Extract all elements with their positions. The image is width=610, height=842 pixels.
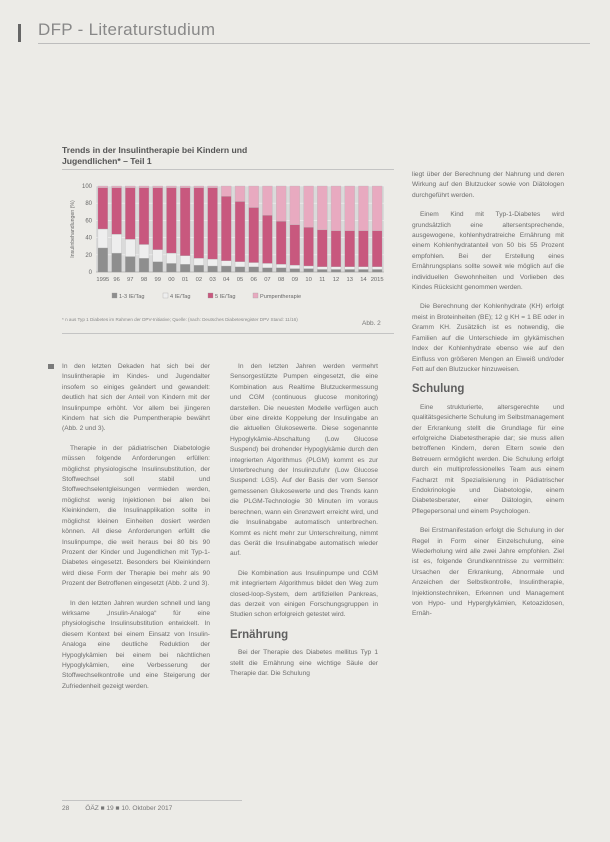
bar-segment [153,262,163,272]
legend-swatch [253,293,258,298]
bar-segment [194,186,204,188]
x-tick-label: 04 [223,277,230,283]
bar-segment [166,263,176,272]
legend-swatch [112,293,117,298]
y-tick-label: 100 [81,184,92,190]
y-tick-label: 80 [85,201,92,208]
bar-segment [112,234,122,253]
text-column-1 [62,362,210,701]
header-accent-bar [18,24,21,42]
section-heading-schulung: Schulung [412,383,465,396]
x-tick-label: 02 [195,277,203,283]
bar-segment [153,186,163,188]
paragraph: Die Kombination aus Insulinpumpe und CGM mit integriertem Algorithmus bildet den Weg zum closed-loop-System, dem artifiziellen Pankreas, das derzeit von einigen Forschungsgruppen in Studien schon erfolgreich getestet wird. [230,569,378,619]
bar-segment [153,250,163,262]
bar-segment [331,267,341,270]
x-tick-label: 98 [140,277,148,283]
bar-segment [180,256,190,265]
bar-segment [221,266,231,272]
bar-segment [249,263,259,267]
x-tick-label: 14 [360,277,367,283]
bar-segment [125,186,135,188]
bar-segment [276,186,286,221]
bar-segment [139,258,149,272]
x-tick-label: 10 [305,277,312,283]
bar-segment [139,244,149,258]
paragraph: In den letzten Jahren werden vermehrt Sensorgestützte Pumpen eingesetzt, die eine Kombination aus Realtime Blutzuckermessung und CGM (continuous glucose monitoring) darstellen. Die neuesten Modelle verfügen auch über eine direkte Koppelung der Insulingabe an die aktuellen Glukosewerte. Diese sogenannte Hypoglykämie-Abschaltung (Low Glucose Suspend) bei drohender Hypoglykämie durch den integrierten Algorithmus (PLGM) kommt es zur Unterbrechung der Insulinzufuhr (Low Glucose Suspend: LGS). Auf der Basis der vom Sensor gemessenen Glukosewerte und des Trends kann die PLGM-Technologie 30 Minuten im voraus berechnen, wann ein Grenzwert erreicht wird, und die Insulinabgabe automatisch unterbrechen. Kommt es nicht mehr zur Unterschreitung, nimmt das Gerät die Insulinabgabe automatisch wieder auf. [230,363,378,558]
x-tick-label: 2015 [370,277,384,283]
x-tick-label: 03 [209,277,216,283]
x-tick-label: 12 [332,277,340,283]
y-axis-label: Insulinbehandlungen (%) [70,200,76,258]
bar-segment [153,188,163,250]
bar-segment [290,269,300,272]
legend-swatch [163,293,168,298]
legend-label: 4 IE/Tag [170,294,191,300]
bar-segment [125,239,135,256]
bar-segment [235,267,245,272]
page-footer [62,805,186,812]
article-start-marker [48,364,54,369]
legend-label: 1-3 IE/Tag [119,294,145,300]
y-tick-label: 60 [85,218,92,225]
bar-segment [276,268,286,272]
bar-segment [180,264,190,272]
paragraph: Bei der Therapie des Diabetes mellitus Typ 1 stellt die Ernährung eine wichtige Säule der Therapie dar. Die Schulung [230,649,378,677]
bar-segment [166,188,176,253]
bar-segment [304,227,314,266]
bar-segment [208,186,218,188]
figure-footnote: * n aus Typ 1 Diabetes im Rahmen der DPV-Initiative; Quelle: (nach: Deutsches Diabetesregister DPV Stand: 11/16) [62,317,298,322]
bar-segment [304,186,314,227]
bar-segment [276,221,286,264]
bar-segment [249,208,259,263]
bar-segment [180,188,190,256]
paragraph: Eine strukturierte, altersgerechte und qualitätsgesicherte Schulung im Selbstmanagement der Erkrankung stellt die Grundlage für eine erfolgreiche Diabetestherapie dar; sie muss allen betroffenen Kindern, deren Eltern sowie den Betreuern ermöglicht werden. Die Schulung erfolgt durch ein multiprofessionelles Team aus einem Facharzt mit Spezialisierung in Pädiatrischer Endokrinologie und Diabetologie, einem Diabetesberater, einer Diätologin, einem Pflegepersonal und einem Psychologen. [412,403,564,515]
bar-segment [317,186,327,230]
bar-segment [290,225,300,265]
bar-segment [317,269,327,272]
x-tick-label: 11 [319,277,326,283]
bar-segment [372,269,382,272]
x-tick-label: 07 [264,277,271,283]
footer-rule [62,800,242,801]
figure-label: Abb. 2 [362,320,381,327]
bar-segment [221,186,231,196]
paragraph: Bei Erstmanifestation erfolgt die Schulung in der Regel in Form einer Einzelschulung, eine Wiederholung wird alle zwei Jahre empfohlen. Ziel ist es, folgende Grundkenntnisse zu vermitteln: Ursachen der Erkrankung, Abnormale und Anzeichen der Selbstkontrolle, Insulintherapie, Injektionstechniken, Erkennen und Management von Hypo- und Hyperglykämien, Ketoazidosen, Ernäh- [412,527,564,618]
journal-reference: ÖÄZ ■ 19 ■ 10. Oktober 2017 [85,805,173,812]
paragraph: In den letzten Jahren wurden schnell und lang wirksame „Insulin-Analoga“ für eine physiologische Insulinsubstitution entwickelt. In diesem Kontext bei einem Einsatz von Insulin-Analoga eine deutliche Reduktion der Hypoglykämien bei einem bei nächtlichen Hypoglykämien, eine Verbesserung der Stoffwechselkontrolle und eine Steigerung der Zufriedenheit gezeigt werden. [62,599,210,690]
bar-segment [235,201,245,261]
bar-segment [372,186,382,231]
bar-segment [304,266,314,269]
bar-segment [331,269,341,272]
legend-label: 5 IE/Tag [215,294,236,300]
bar-segment [98,188,108,229]
x-tick-label: 13 [346,277,353,283]
x-tick-label: 01 [181,277,189,283]
bar-segment [180,186,190,188]
bar-segment [98,248,108,272]
figure-top-rule [62,169,394,170]
paragraph: Therapie in der pädiatrischen Diabetologie müssen folgende Anforderungen erfüllen: möglichst physiologische Insulinsubstitution, der Stoffwechsel soll stabil und Stoffwechselentgleisungen vermieden werden, möglichst wenig Injektionen bei allen bei Kleinkindern, die Insulinapplikation sollte in möglichst kleinen Einheiten dosiert werden können. All diese Anforderungen erfüllt die Insulinpumpe, die weit heraus bei 80 bis 90 Prozent der Kinder und Jugendlichen mit Typ-1-Diabetes eingesetzt. Besonders bei Kleinkindern wird diese Form der Therapie bei mehr als 90 Prozent der Betroffenen eingesetzt (Abb. 2 und 3). [62,444,210,588]
bar-segment [125,257,135,272]
bar-segment [112,188,122,234]
legend-swatch [208,293,213,298]
bar-segment [345,231,355,267]
bar-segment [194,258,204,265]
bar-segment [304,269,314,272]
section-heading-ernaehrung: Ernährung [230,628,289,641]
bar-segment [249,186,259,208]
bar-segment [208,188,218,259]
bar-segment [358,231,368,267]
text-column-2 [230,362,378,688]
y-tick-label: 20 [85,252,92,259]
x-tick-label: 97 [127,277,134,283]
bar-segment [262,215,272,263]
bar-segment [166,186,176,188]
bar-segment [262,263,272,267]
paragraph: Einem Kind mit Typ-1-Diabetes wird grundsätzlich eine altersentsprechende, ausgewogene, kohlenhydratreiche Ernährung mit einem Kohlenhydratanteil von 50 bis 55 Prozent empfohlen. Bei der Erstellung eines Ernährungsplans sollte soweit wie möglich auf die individuellen Gewohnheiten und Vorlieben des Kindes Rücksicht genommen werden. [412,211,564,292]
page-header-title: DFP - Literaturstudium [38,20,216,39]
bar-segment [98,186,108,188]
x-tick-label: 09 [291,277,299,283]
bar-segment [235,262,245,267]
bar-segment [345,186,355,231]
paragraph: liegt über der Berechnung der Nahrung und deren Wirkung auf den Blutzucker sowie von Diätologen durchgeführt werden. [412,171,564,199]
bar-segment [221,261,231,266]
bar-segment [221,196,231,261]
bar-segment [331,231,341,267]
x-tick-label: 96 [113,277,120,283]
bar-segment [139,186,149,188]
bar-segment [317,267,327,270]
paragraph: Die Berechnung der Kohlenhydrate (KH) erfolgt meist in Broteinheiten (BE); 12 g KH = 1 BE oder in Gramm KH. Zusätzlich ist es notwendig, die Familien auf die Unterschiede im glykämischen Index der Kohlenhydrate ebenso wie auf den Einfluss von größeren Mengen an Eiweiß und/oder Fett auf den Blutzucker hinzuweisen. [412,303,564,373]
bar-segment [358,186,368,231]
y-tick-label: 0 [88,270,92,276]
bar-segment [345,267,355,270]
bar-segment [372,231,382,267]
y-tick-label: 40 [85,235,92,242]
bar-segment [358,269,368,272]
bar-segment [125,188,135,240]
bar-segment [331,186,341,231]
header-rule [38,43,590,44]
x-tick-label: 00 [168,277,175,283]
x-tick-label: 99 [154,277,161,283]
x-tick-label: 08 [277,277,285,283]
bar-segment [372,267,382,270]
bar-segment [290,265,300,268]
bar-segment [194,265,204,272]
insulin-therapy-chart [62,180,394,315]
x-tick-label: 06 [250,277,257,283]
text-column-3 [412,170,564,629]
bar-segment [112,253,122,272]
legend-label: Pumpentherapie [260,294,302,300]
bar-segment [249,267,259,272]
x-tick-label: 1995 [96,277,110,283]
bar-segment [262,186,272,215]
bar-segment [235,186,245,201]
paragraph: In den letzten Dekaden hat sich bei der Insulintherapie im Kindes- und Jugendalter insofern so einiges geändert und gewandelt: deutlich hat sich der Anteil von Kindern mit der Insulinpumpe erhöht. Vor allem bei jüngeren Kindern hat sich die Pumpentherapie bewährt (Abb. 2 und 3). [62,363,210,433]
bar-segment [358,267,368,270]
bar-segment [208,266,218,272]
bar-segment [139,188,149,245]
bar-segment [262,268,272,272]
x-tick-label: 05 [236,277,244,283]
figure-title: Trends in der Insulintherapie bei Kindern und Jugendlichen* – Teil 1 [62,145,248,166]
figure-bottom-rule [62,333,394,334]
bar-segment [317,230,327,267]
bar-segment [166,253,176,263]
bar-segment [112,186,122,188]
bar-segment [345,269,355,272]
page-number: 28 [62,805,70,812]
bar-segment [98,229,108,248]
bar-segment [276,264,286,267]
bar-segment [290,186,300,225]
bar-segment [194,188,204,259]
bar-segment [208,259,218,266]
